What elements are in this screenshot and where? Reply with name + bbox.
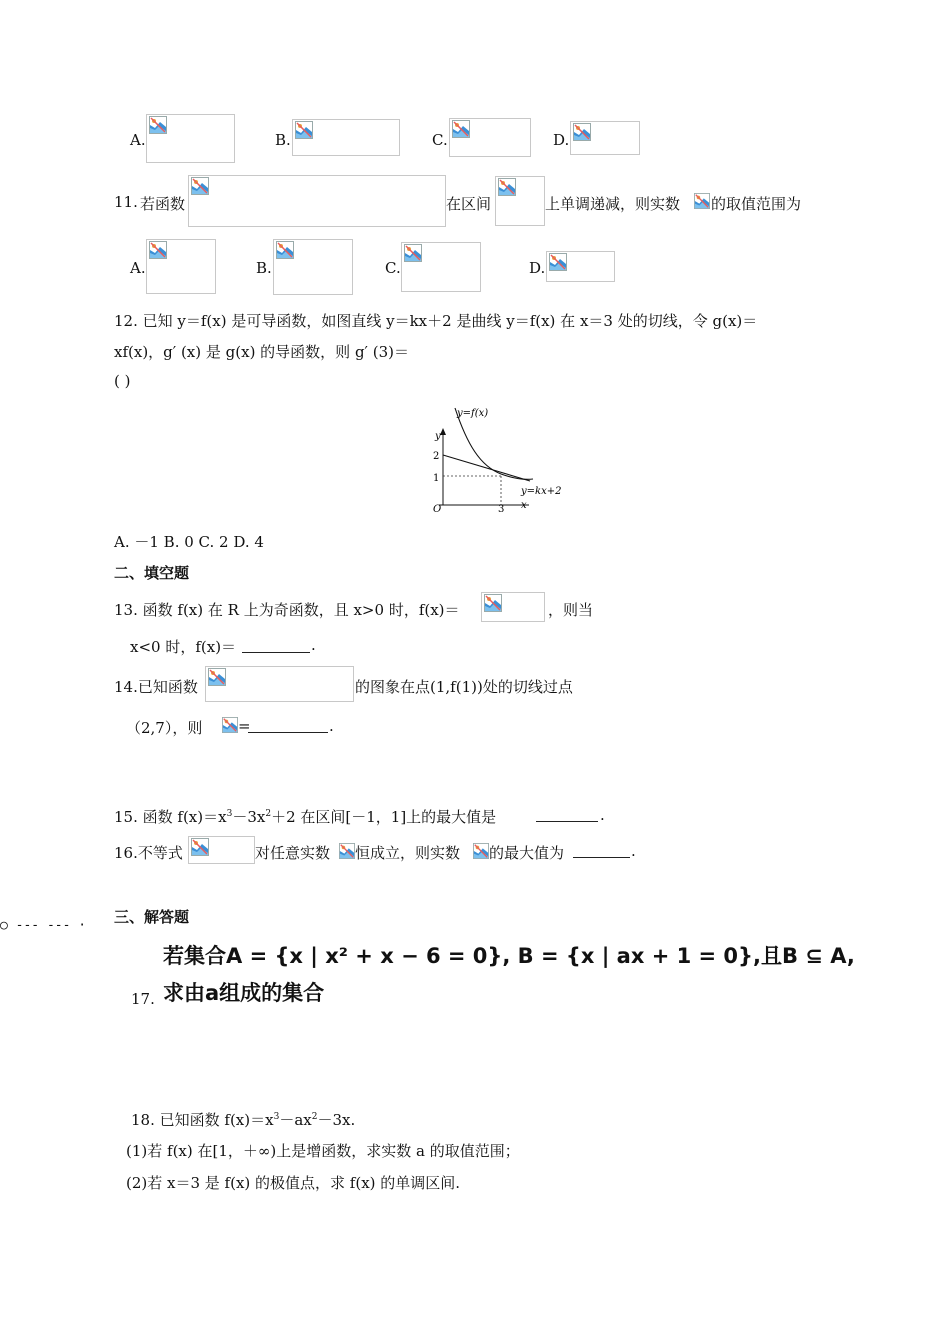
q11-text-4: 的取值范围为 xyxy=(711,195,802,213)
broken-image-icon xyxy=(484,594,502,612)
q15-exponent-2: 2 xyxy=(265,809,272,819)
q11-option-d-image xyxy=(546,251,615,282)
q12-origin: O xyxy=(433,504,442,515)
q17-line-1: 若集合A = {x | x² + x − 6 = 0}, B = {x | ax + 1 = 0},且B ⊆ A, xyxy=(163,944,855,968)
q12-graph xyxy=(425,404,575,516)
broken-image-icon xyxy=(149,241,167,259)
q14-text-3: （2,7），则 xyxy=(126,719,203,737)
q12-line-1: 12. 已知 y＝f(x) 是可导函数，如图直线 y＝kx＋2 是曲线 y＝f(x) 在 x＝3 处的切线，令 g(x)＝ xyxy=(114,312,758,330)
q16-inequality-image xyxy=(188,836,255,864)
q10-option-a: A. xyxy=(130,131,146,149)
q15-exponent-3: 3 xyxy=(226,809,233,819)
q11-option-a-image xyxy=(146,239,216,294)
q12-answer-paren: ( ) xyxy=(114,372,131,390)
q11-text-3: 上单调递减，则实数 xyxy=(545,195,681,213)
q16-text-1: 16.不等式 xyxy=(114,844,183,862)
q17-line-2: 求由a组成的集合 xyxy=(163,981,325,1005)
q18-part-2: (2)若 x＝3 是 f(x) 的极值点，求 f(x) 的单调区间. xyxy=(126,1174,461,1192)
q12-y-label: y xyxy=(435,431,441,442)
broken-image-icon xyxy=(295,121,313,139)
q18-text-2: －ax xyxy=(279,1111,312,1129)
q11-function-image xyxy=(188,175,446,227)
broken-image-icon xyxy=(222,717,238,733)
q11-option-a: A. xyxy=(130,259,146,277)
broken-image-icon xyxy=(149,116,167,134)
q14-answer-blank xyxy=(248,720,328,733)
q10-option-d-image xyxy=(570,121,640,155)
q18-exponent-2: 2 xyxy=(311,1112,318,1122)
q10-option-b-image xyxy=(292,119,400,156)
q15-text xyxy=(114,806,496,827)
q10-option-b: B. xyxy=(275,131,291,149)
q16-text-2: 对任意实数 xyxy=(255,844,331,862)
broken-image-icon xyxy=(339,843,355,859)
q12-tick-y-2: 2 xyxy=(433,451,440,462)
broken-image-icon xyxy=(191,177,209,195)
q17-number: 17. xyxy=(131,990,155,1008)
q10-option-a-image xyxy=(146,114,235,163)
q16-answer-blank xyxy=(573,845,630,858)
q16-text-3: 恒成立，则实数 xyxy=(355,844,461,862)
q13-text-1: 13. 函数 f(x) 在 R 上为奇函数，且 x>0 时，f(x)＝ xyxy=(114,601,460,619)
q15-text-3: ＋2 在区间[－1，1]上的最大值是 xyxy=(271,808,497,826)
q18-exponent-3: 3 xyxy=(273,1112,280,1122)
q10-option-c: C. xyxy=(432,131,448,149)
q11-option-b: B. xyxy=(256,259,272,277)
q12-curve-label: y=f(x) xyxy=(457,408,489,419)
broken-image-icon xyxy=(452,120,470,138)
broken-image-icon xyxy=(404,244,422,262)
broken-image-icon xyxy=(276,241,294,259)
broken-image-icon xyxy=(498,178,516,196)
q11-number: 11. xyxy=(114,193,138,211)
q15-text-1: 15. 函数 f(x)＝x xyxy=(114,808,227,826)
q12-line-label: y=kx+2 xyxy=(521,486,562,497)
q18-stem xyxy=(131,1109,355,1130)
q15-text-4: . xyxy=(600,806,605,824)
q13-text-2: ，则当 xyxy=(548,601,594,619)
margin-binding-mark: ○ --- --- · xyxy=(0,918,87,933)
q11-interval-image xyxy=(495,176,545,226)
q14-text-5: . xyxy=(329,717,334,735)
broken-image-icon xyxy=(549,253,567,271)
broken-image-icon xyxy=(694,193,710,209)
q11-text-2: 在区间 xyxy=(446,195,492,213)
broken-image-icon xyxy=(208,668,226,686)
q12-tick-x-3: 3 xyxy=(498,504,505,515)
q13-expression-image xyxy=(481,592,545,622)
q12-tick-y-1: 1 xyxy=(433,473,440,484)
q12-line-2: xf(x)，g′ (x) 是 g(x) 的导函数，则 g′ (3)＝ xyxy=(114,343,409,361)
q10-option-d: D. xyxy=(553,131,570,149)
section-2-heading: 二、填空题 xyxy=(114,564,190,582)
q13-text-3: x<0 时，f(x)＝ xyxy=(130,638,237,656)
q13-text-4: . xyxy=(311,636,316,654)
q11-option-b-image xyxy=(273,239,353,295)
q14-equals: = xyxy=(238,717,251,735)
q16-text-4: 的最大值为 xyxy=(489,844,565,862)
q16-text-5: . xyxy=(631,842,636,860)
q18-text-3: －3x. xyxy=(317,1111,356,1129)
broken-image-icon xyxy=(191,838,209,856)
q12-choices: A. －1 B. 0 C. 2 D. 4 xyxy=(114,533,264,551)
broken-image-icon xyxy=(573,123,591,141)
q11-option-d: D. xyxy=(529,259,546,277)
q10-option-c-image xyxy=(449,118,531,157)
q14-function-image xyxy=(205,666,354,702)
q11-text-1: 若函数 xyxy=(140,195,186,213)
q18-part-1: (1)若 f(x) 在[1，＋∞)上是增函数，求实数 a 的取值范围； xyxy=(126,1142,520,1160)
section-3-heading: 三、解答题 xyxy=(114,908,190,926)
q15-text-2: －3x xyxy=(232,808,266,826)
broken-image-icon xyxy=(473,843,489,859)
q18-text-1: 18. 已知函数 f(x)＝x xyxy=(131,1111,274,1129)
q13-answer-blank xyxy=(242,640,310,653)
q14-text-1: 14.已知函数 xyxy=(114,678,198,696)
q14-text-2: 的图象在点(1,f(1))处的切线过点 xyxy=(355,678,573,696)
q11-option-c-image xyxy=(401,242,481,292)
q15-answer-blank xyxy=(536,809,598,822)
q12-x-label: x xyxy=(521,500,527,511)
q11-option-c: C. xyxy=(385,259,401,277)
